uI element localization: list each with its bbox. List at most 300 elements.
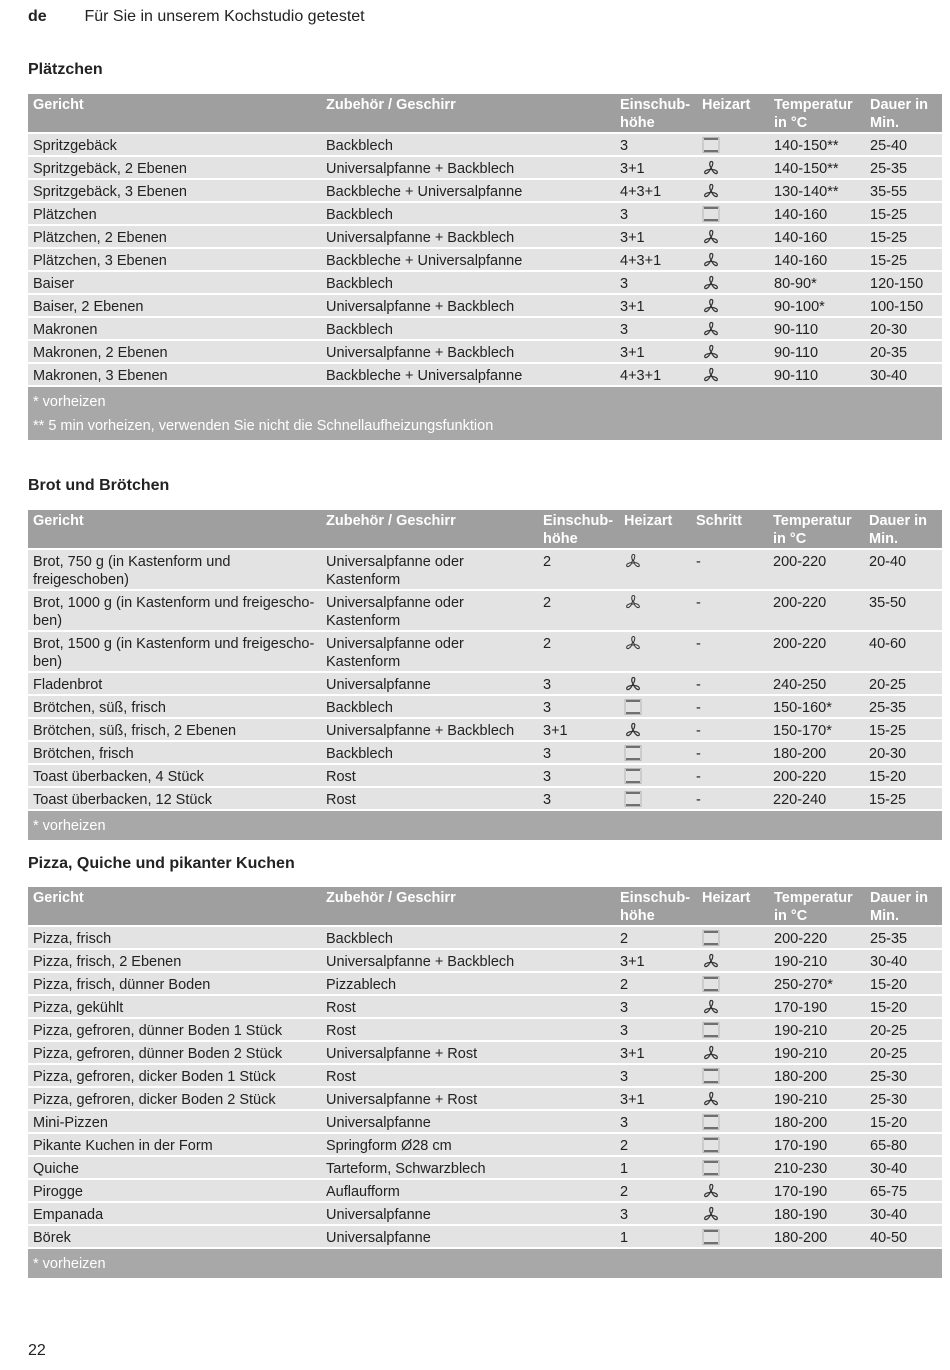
temperature-cell: 200-220 xyxy=(768,590,864,631)
footnote-cell xyxy=(28,810,942,840)
accessory-cell: Universalpfanne xyxy=(321,1202,615,1225)
temperature-cell: 140-160 xyxy=(769,202,865,225)
hot-air-gentle-icon xyxy=(624,594,642,610)
top-bottom-icon xyxy=(702,1022,720,1038)
table-row xyxy=(28,1156,942,1179)
level-cell: 2 xyxy=(615,1133,697,1156)
step-cell: - xyxy=(691,672,768,695)
duration-cell: 65-75 xyxy=(865,1179,942,1202)
dish-cell: Plätzchen, 3 Ebenen xyxy=(28,248,321,271)
page-header-title: Für Sie in unserem Kochstudio getestet xyxy=(84,8,365,25)
accessory-cell: Backbleche + Universalpfanne xyxy=(321,179,615,202)
level-cell: 3 xyxy=(538,695,619,718)
dish-cell: Pizza, gekühlt xyxy=(28,995,321,1018)
step-cell: - xyxy=(691,741,768,764)
step-cell: - xyxy=(691,718,768,741)
level-cell: 3+1 xyxy=(538,718,619,741)
column-header: Gericht xyxy=(28,510,321,549)
level-cell: 3 xyxy=(615,133,697,156)
accessory-cell: Tarteform, Schwarzblech xyxy=(321,1156,615,1179)
table-footnote-row xyxy=(28,386,942,440)
page-header xyxy=(28,8,365,26)
duration-cell: 20-25 xyxy=(864,672,942,695)
column-header: Einschub- höhe xyxy=(615,887,697,926)
duration-cell: 65-80 xyxy=(865,1133,942,1156)
accessory-cell: Universalpfanne + Rost xyxy=(321,1087,615,1110)
duration-cell: 25-30 xyxy=(865,1064,942,1087)
heat-mode-cell xyxy=(697,1225,769,1248)
dish-cell: Plätzchen xyxy=(28,202,321,225)
level-cell: 3 xyxy=(538,764,619,787)
temperature-cell: 140-150** xyxy=(769,156,865,179)
footnote: * vorheizen xyxy=(33,1256,106,1272)
dish-cell: Brötchen, frisch xyxy=(28,741,321,764)
temperature-cell: 90-100* xyxy=(769,294,865,317)
table-row xyxy=(28,741,942,764)
duration-cell: 100-150 xyxy=(865,294,942,317)
heat-mode-cell xyxy=(697,1110,769,1133)
table-row xyxy=(28,590,942,631)
dish-cell: Mini-Pizzen xyxy=(28,1110,321,1133)
duration-cell: 30-40 xyxy=(865,1156,942,1179)
column-header: Gericht xyxy=(28,94,321,133)
table-row xyxy=(28,672,942,695)
table-row xyxy=(28,1179,942,1202)
dish-cell: Pizza, gefroren, dicker Boden 2 Stück xyxy=(28,1087,321,1110)
heat-mode-cell xyxy=(697,340,769,363)
duration-cell: 20-25 xyxy=(865,1041,942,1064)
temperature-cell: 200-220 xyxy=(768,764,864,787)
column-header: Einschub- höhe xyxy=(615,94,697,133)
heat-mode-cell xyxy=(697,179,769,202)
dish-cell: Brot, 750 g (in Kastenform und freigeschoben) xyxy=(28,549,321,590)
column-header: Temperatur in °C xyxy=(769,94,865,133)
hot-air-gentle-icon xyxy=(624,553,642,569)
table-row xyxy=(28,340,942,363)
hot-air-icon xyxy=(624,676,642,692)
language-code: de xyxy=(28,8,47,25)
hot-air-icon xyxy=(702,229,720,245)
dish-cell: Empanada xyxy=(28,1202,321,1225)
accessory-cell: Universalpfanne + Backblech xyxy=(321,294,615,317)
table-row xyxy=(28,317,942,340)
duration-cell: 20-35 xyxy=(865,340,942,363)
step-cell: - xyxy=(691,695,768,718)
temperature-cell: 200-220 xyxy=(768,549,864,590)
top-bottom-icon xyxy=(702,1114,720,1130)
duration-cell: 25-35 xyxy=(865,156,942,179)
column-header: Zubehör / Geschirr xyxy=(321,510,538,549)
duration-cell: 25-35 xyxy=(865,926,942,949)
temperature-cell: 180-200 xyxy=(768,741,864,764)
top-bottom-icon xyxy=(624,699,642,715)
hot-air-icon xyxy=(702,183,720,199)
dish-cell: Brötchen, süß, frisch xyxy=(28,695,321,718)
level-cell: 2 xyxy=(615,926,697,949)
level-cell: 4+3+1 xyxy=(615,363,697,386)
heat-mode-cell xyxy=(697,1087,769,1110)
column-header: Temperatur in °C xyxy=(769,887,865,926)
column-header: Zubehör / Geschirr xyxy=(321,887,615,926)
heat-mode-cell xyxy=(697,926,769,949)
dish-cell: Toast überbacken, 4 Stück xyxy=(28,764,321,787)
top-bottom-icon xyxy=(702,1160,720,1176)
column-header: Dauer in Min. xyxy=(865,94,942,133)
column-header: Heizart xyxy=(619,510,691,549)
hot-air-icon xyxy=(702,1091,720,1107)
heat-mode-cell xyxy=(697,317,769,340)
accessory-cell: Backblech xyxy=(321,271,615,294)
heat-mode-cell xyxy=(619,695,691,718)
temperature-cell: 90-110 xyxy=(769,340,865,363)
level-cell: 3 xyxy=(615,1110,697,1133)
step-cell: - xyxy=(691,549,768,590)
hot-air-icon xyxy=(702,1206,720,1222)
column-header: Temperatur in °C xyxy=(768,510,864,549)
table-row xyxy=(28,695,942,718)
page-number: 22 xyxy=(28,1342,46,1359)
accessory-cell: Universalpfanne oder Kastenform xyxy=(321,631,538,672)
table-row xyxy=(28,202,942,225)
table-row xyxy=(28,1087,942,1110)
duration-cell: 15-20 xyxy=(865,995,942,1018)
duration-cell: 20-30 xyxy=(864,741,942,764)
duration-cell: 15-25 xyxy=(865,248,942,271)
table-row xyxy=(28,926,942,949)
hot-air-icon xyxy=(702,275,720,291)
accessory-cell: Universalpfanne + Backblech xyxy=(321,949,615,972)
dish-cell: Baiser, 2 Ebenen xyxy=(28,294,321,317)
temperature-cell: 170-190 xyxy=(769,995,865,1018)
dish-cell: Brot, 1500 g (in Kastenform und freigescho- ben) xyxy=(28,631,321,672)
duration-cell: 15-25 xyxy=(864,718,942,741)
dish-cell: Pizza, gefroren, dünner Boden 2 Stück xyxy=(28,1041,321,1064)
temperature-cell: 200-220 xyxy=(769,926,865,949)
dish-cell: Pirogge xyxy=(28,1179,321,1202)
duration-cell: 15-25 xyxy=(865,202,942,225)
heat-mode-cell xyxy=(697,156,769,179)
temperature-cell: 190-210 xyxy=(769,949,865,972)
recipe-table-brot xyxy=(28,510,942,840)
temperature-cell: 130-140** xyxy=(769,179,865,202)
duration-cell: 20-25 xyxy=(865,1018,942,1041)
duration-cell: 15-25 xyxy=(864,787,942,810)
dish-cell: Fladenbrot xyxy=(28,672,321,695)
temperature-cell: 220-240 xyxy=(768,787,864,810)
heat-mode-cell xyxy=(619,787,691,810)
accessory-cell: Backblech xyxy=(321,741,538,764)
table-row xyxy=(28,271,942,294)
temperature-cell: 180-200 xyxy=(769,1110,865,1133)
accessory-cell: Universalpfanne + Backblech xyxy=(321,225,615,248)
table-row xyxy=(28,972,942,995)
duration-cell: 15-20 xyxy=(864,764,942,787)
section-title-plaetzchen: Plätzchen xyxy=(28,61,103,78)
heat-mode-cell xyxy=(619,631,691,672)
heat-mode-cell xyxy=(697,133,769,156)
level-cell: 3 xyxy=(615,995,697,1018)
level-cell: 3 xyxy=(615,1202,697,1225)
accessory-cell: Rost xyxy=(321,1064,615,1087)
temperature-cell: 80-90* xyxy=(769,271,865,294)
duration-cell: 30-40 xyxy=(865,949,942,972)
dish-cell: Pikante Kuchen in der Form xyxy=(28,1133,321,1156)
table-row xyxy=(28,1018,942,1041)
accessory-cell: Rost xyxy=(321,787,538,810)
dish-cell: Baiser xyxy=(28,271,321,294)
level-cell: 4+3+1 xyxy=(615,248,697,271)
level-cell: 3+1 xyxy=(615,340,697,363)
heat-mode-cell xyxy=(697,949,769,972)
heat-mode-cell xyxy=(697,1156,769,1179)
top-bottom-icon xyxy=(702,137,720,153)
heat-mode-cell xyxy=(619,549,691,590)
dish-cell: Pizza, frisch, 2 Ebenen xyxy=(28,949,321,972)
top-bottom-icon xyxy=(702,1068,720,1084)
column-header: Dauer in Min. xyxy=(864,510,942,549)
temperature-cell: 200-220 xyxy=(768,631,864,672)
accessory-cell: Backblech xyxy=(321,695,538,718)
top-bottom-icon xyxy=(624,791,642,807)
heat-mode-cell xyxy=(697,1133,769,1156)
level-cell: 2 xyxy=(615,1179,697,1202)
top-bottom-icon xyxy=(702,930,720,946)
heat-mode-cell xyxy=(697,294,769,317)
level-cell: 2 xyxy=(538,590,619,631)
top-bottom-icon xyxy=(624,768,642,784)
accessory-cell: Universalpfanne + Backblech xyxy=(321,156,615,179)
table-row xyxy=(28,156,942,179)
dish-cell: Makronen xyxy=(28,317,321,340)
heat-mode-cell xyxy=(697,1018,769,1041)
duration-cell: 15-20 xyxy=(865,1110,942,1133)
table-row xyxy=(28,1225,942,1248)
temperature-cell: 90-110 xyxy=(769,317,865,340)
accessory-cell: Universalpfanne xyxy=(321,1225,615,1248)
accessory-cell: Backblech xyxy=(321,133,615,156)
table-row xyxy=(28,1064,942,1087)
heat-mode-cell xyxy=(697,1064,769,1087)
duration-cell: 15-20 xyxy=(865,972,942,995)
hot-air-gentle-icon xyxy=(624,635,642,651)
top-bottom-icon xyxy=(702,1137,720,1153)
temperature-cell: 180-200 xyxy=(769,1064,865,1087)
level-cell: 3+1 xyxy=(615,949,697,972)
temperature-cell: 150-170* xyxy=(768,718,864,741)
duration-cell: 20-40 xyxy=(864,549,942,590)
level-cell: 3 xyxy=(538,787,619,810)
table-row xyxy=(28,294,942,317)
dish-cell: Spritzgebäck xyxy=(28,133,321,156)
table-footnote-row xyxy=(28,1248,942,1278)
temperature-cell: 140-150** xyxy=(769,133,865,156)
level-cell: 2 xyxy=(538,631,619,672)
dish-cell: Pizza, gefroren, dünner Boden 1 Stück xyxy=(28,1018,321,1041)
table-row xyxy=(28,179,942,202)
heat-mode-cell xyxy=(697,995,769,1018)
temperature-cell: 170-190 xyxy=(769,1133,865,1156)
table-row xyxy=(28,1041,942,1064)
level-cell: 2 xyxy=(538,549,619,590)
table-row xyxy=(28,133,942,156)
heat-mode-cell xyxy=(619,741,691,764)
heat-mode-cell xyxy=(697,248,769,271)
level-cell: 3+1 xyxy=(615,1041,697,1064)
dish-cell: Brötchen, süß, frisch, 2 Ebenen xyxy=(28,718,321,741)
level-cell: 2 xyxy=(615,972,697,995)
recipe-table-pizza xyxy=(28,887,942,1278)
temperature-cell: 190-210 xyxy=(769,1041,865,1064)
duration-cell: 40-60 xyxy=(864,631,942,672)
footnote: * vorheizen xyxy=(33,818,106,834)
dish-cell: Pizza, gefroren, dicker Boden 1 Stück xyxy=(28,1064,321,1087)
accessory-cell: Universalpfanne oder Kastenform xyxy=(321,549,538,590)
section-title-brot: Brot und Brötchen xyxy=(28,477,170,494)
column-header: Heizart xyxy=(697,887,769,926)
temperature-cell: 150-160* xyxy=(768,695,864,718)
duration-cell: 15-25 xyxy=(865,225,942,248)
accessory-cell: Universalpfanne + Backblech xyxy=(321,340,615,363)
accessory-cell: Rost xyxy=(321,764,538,787)
heat-mode-cell xyxy=(697,1179,769,1202)
footnote-cell xyxy=(28,386,942,440)
table-row xyxy=(28,1133,942,1156)
step-cell: - xyxy=(691,590,768,631)
level-cell: 3 xyxy=(615,317,697,340)
duration-cell: 40-50 xyxy=(865,1225,942,1248)
step-cell: - xyxy=(691,764,768,787)
recipe-table-plaetzchen xyxy=(28,94,942,440)
accessory-cell: Pizzablech xyxy=(321,972,615,995)
section-title-pizza: Pizza, Quiche und pikanter Kuchen xyxy=(28,855,295,872)
temperature-cell: 210-230 xyxy=(769,1156,865,1179)
table-row xyxy=(28,718,942,741)
hot-air-icon xyxy=(624,722,642,738)
footnote-cell xyxy=(28,1248,942,1278)
level-cell: 3 xyxy=(615,271,697,294)
heat-mode-cell xyxy=(619,672,691,695)
footnote: * vorheizen xyxy=(33,394,106,410)
heat-mode-cell xyxy=(697,225,769,248)
temperature-cell: 250-270* xyxy=(769,972,865,995)
temperature-cell: 140-160 xyxy=(769,248,865,271)
dish-cell: Quiche xyxy=(28,1156,321,1179)
hot-air-icon xyxy=(702,953,720,969)
heat-mode-cell xyxy=(619,590,691,631)
heat-mode-cell xyxy=(619,718,691,741)
accessory-cell: Backblech xyxy=(321,926,615,949)
table-row xyxy=(28,949,942,972)
dish-cell: Börek xyxy=(28,1225,321,1248)
accessory-cell: Universalpfanne xyxy=(321,1110,615,1133)
heat-mode-cell xyxy=(697,271,769,294)
duration-cell: 20-30 xyxy=(865,317,942,340)
dish-cell: Spritzgebäck, 3 Ebenen xyxy=(28,179,321,202)
dish-cell: Spritzgebäck, 2 Ebenen xyxy=(28,156,321,179)
table-row xyxy=(28,363,942,386)
table-row xyxy=(28,1202,942,1225)
accessory-cell: Backblech xyxy=(321,202,615,225)
column-header: Gericht xyxy=(28,887,321,926)
step-cell: - xyxy=(691,787,768,810)
temperature-cell: 190-210 xyxy=(769,1018,865,1041)
heat-mode-cell xyxy=(697,202,769,225)
dish-cell: Plätzchen, 2 Ebenen xyxy=(28,225,321,248)
level-cell: 3+1 xyxy=(615,156,697,179)
heat-mode-cell xyxy=(697,972,769,995)
column-header: Heizart xyxy=(697,94,769,133)
accessory-cell: Backbleche + Universalpfanne xyxy=(321,248,615,271)
accessory-cell: Rost xyxy=(321,1018,615,1041)
table-row xyxy=(28,787,942,810)
accessory-cell: Backblech xyxy=(321,317,615,340)
accessory-cell: Universalpfanne + Rost xyxy=(321,1041,615,1064)
level-cell: 3 xyxy=(615,202,697,225)
hot-air-icon xyxy=(702,298,720,314)
heat-mode-cell xyxy=(697,363,769,386)
duration-cell: 30-40 xyxy=(865,1202,942,1225)
heat-mode-cell xyxy=(697,1041,769,1064)
column-header: Dauer in Min. xyxy=(865,887,942,926)
accessory-cell: Backbleche + Universalpfanne xyxy=(321,363,615,386)
accessory-cell: Universalpfanne oder Kastenform xyxy=(321,590,538,631)
table-row xyxy=(28,1110,942,1133)
table-row xyxy=(28,248,942,271)
table-row xyxy=(28,631,942,672)
top-bottom-icon xyxy=(702,976,720,992)
accessory-cell: Auflaufform xyxy=(321,1179,615,1202)
dish-cell: Makronen, 3 Ebenen xyxy=(28,363,321,386)
hot-air-icon xyxy=(702,1183,720,1199)
temperature-cell: 90-110 xyxy=(769,363,865,386)
dish-cell: Toast überbacken, 12 Stück xyxy=(28,787,321,810)
accessory-cell: Universalpfanne + Backblech xyxy=(321,718,538,741)
temperature-cell: 240-250 xyxy=(768,672,864,695)
temperature-cell: 180-190 xyxy=(769,1202,865,1225)
hot-air-icon xyxy=(702,367,720,383)
duration-cell: 25-30 xyxy=(865,1087,942,1110)
hot-air-icon xyxy=(702,252,720,268)
hot-air-icon xyxy=(702,1045,720,1061)
table-footnote-row xyxy=(28,810,942,840)
duration-cell: 35-55 xyxy=(865,179,942,202)
top-bottom-icon xyxy=(624,745,642,761)
dish-cell: Brot, 1000 g (in Kastenform und freigescho- ben) xyxy=(28,590,321,631)
temperature-cell: 170-190 xyxy=(769,1179,865,1202)
duration-cell: 35-50 xyxy=(864,590,942,631)
heat-mode-cell xyxy=(697,1202,769,1225)
level-cell: 3 xyxy=(615,1064,697,1087)
hot-air-icon xyxy=(702,999,720,1015)
table-row xyxy=(28,549,942,590)
accessory-cell: Rost xyxy=(321,995,615,1018)
level-cell: 3 xyxy=(615,1018,697,1041)
duration-cell: 25-35 xyxy=(864,695,942,718)
column-header: Schritt xyxy=(691,510,768,549)
table-row xyxy=(28,995,942,1018)
temperature-cell: 140-160 xyxy=(769,225,865,248)
level-cell: 3 xyxy=(538,672,619,695)
dish-cell: Pizza, frisch xyxy=(28,926,321,949)
hot-air-icon xyxy=(702,321,720,337)
column-header: Einschub- höhe xyxy=(538,510,619,549)
footnote: ** 5 min vorheizen, verwenden Sie nicht die Schnellaufheizungsfunktion xyxy=(33,418,494,434)
table-row xyxy=(28,225,942,248)
level-cell: 3 xyxy=(538,741,619,764)
level-cell: 3+1 xyxy=(615,294,697,317)
dish-cell: Pizza, frisch, dünner Boden xyxy=(28,972,321,995)
level-cell: 4+3+1 xyxy=(615,179,697,202)
